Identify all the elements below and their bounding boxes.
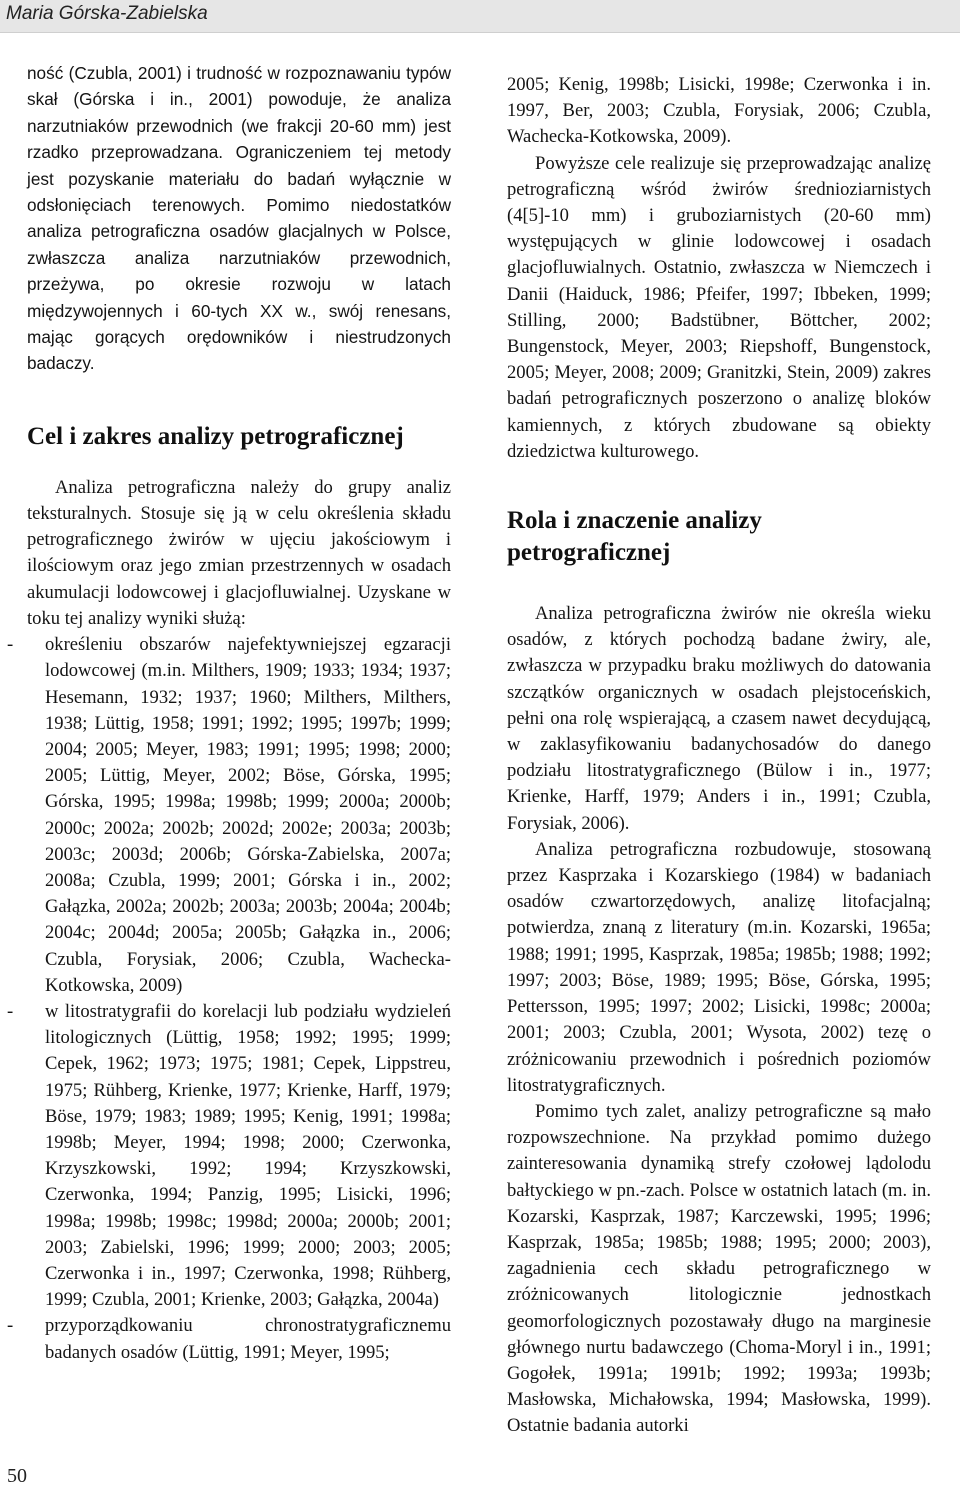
right-paragraph-1: 2005; Kenig, 1998b; Lisicki, 1998e; Czerwonka i in. 1997, Ber, 2003; Czubla, Forysiak, 2006; Czubla, Wachecka-Kotkowska, 2009). [507,74,931,148]
page-number: 50 [7,1465,27,1487]
section-heading-rola: Rola i znaczenie analizy petrograficznej [507,507,762,567]
uses-list [27,632,451,1366]
section-heading-cel: Cel i zakres analizy petrograficznej [27,422,404,450]
author-name: Maria Górska-Zabielska [6,3,208,24]
left-column [27,60,451,1366]
list-item: - w litostratygrafii do korelacji lub podziału wydzieleń litologicznych (Lüttig, 1958; 1992; 1995; 1999; Cepek, 1962; 1973; 1975; 1981; Cepek, Lippstreu, 1975; Rühberg, Krienke, 1977; Krienke, Harff, 1979; Böse, 1979; 1983; 1989; 1995; Kenig, 1991; 1998a; 1998b; Meyer, 1994; 1998; 2000; Czerwonka, Krzyszkowski, 1992; 1994; Krzyszkowski, Czerwonka, 1994; Panzig, 1995; Lisicki, 1996; 1998a; 1998b; 1998c; 1998d; 2000a; 2000b; 2001; 2003; Zabielski, 1996; 1999; 2000; 2003; 2005; Czerwonka i in., 1997; Czerwonka, 1998; Rühberg, 1999; Czubla, 2001; Krienke, 2003; Gałązka, 2004a) [27,999,451,1313]
right-paragraph-3: Analiza petrograficzna żwirów nie określa wieku osadów, z których pochodzą badane żwiry, ale, zwłaszcza w przypadku braku możliwych do datowania szczątków organicznych w osadach plejstoceńskich, pełni ona rolę wspierającą, a czasem nawet decydującą, w zaklasyfikowaniu badanychosadów do danego podziału litostratygraficznego (Bülow i in., 1977; Krienke, Harff, 1979; Anders i in., 1991; Czubla, Forysiak, 2006). [507,603,931,834]
right-paragraph-4: Analiza petrograficzna rozbudowuje, stosowaną przez Kasprzaka i Kozarskiego (1984) w badaniach osadów czwartorzędowych, analizę litofacjalną; potwierdza, znaną z literatury (m.in. Kozarski, 1965a; 1988; 1991; 1995, Kasprzak, 1985a; 1985b; 1988; 1992; 1997; 2003; Böse, 1989; 1995; Böse, Górska, 1995; Pettersson, 1995; 1997; 2002; Lisicki, 1998c; 2000a; 2001; 2003; Czubla, 2001; Wysota, 2002) tezę o zróżnicowaniu przewodnich i pośrednich poziomów litostratygraficznych. [507,838,931,1096]
list-item: - przyporządkowaniu chronostratygraficznemu badanych osadów (Lüttig, 1991; Meyer, 1995; [27,1313,451,1365]
running-head [0,0,960,33]
right-paragraph-2: Powyższe cele realizuje się przeprowadzając analizę petrograficzną wśród żwirów średnioziarnistych (4[5]-10 mm) i gruboziarnistych (20-60 mm) występujących w glinie lodowcowej i osadach glacjofluwialnych. Ostatnio, zwłaszcza w Niemczech i Danii (Haiduck, 1986; Pfeifer, 1997; Ibbeken, 1999; Stilling, 2000; Badstübner, Böttcher, 2002; Bungenstock, Meyer, 2003; Riepshoff, Bungenstock, 2005; Meyer, 2008; 2009; Granitzki, Stein, 2009) zakres badań petrograficznych poszerzono o analizę bloków kamiennych, z których zbudowane są obiekty dziedzictwa kulturowego. [507,152,931,462]
left-paragraph-1: ność (Czubla, 2001) i trudność w rozpoznawaniu typów skał (Górska i in., 2001) powoduje, że analiza narzutniaków przewodnich (we frakcji 20-60 mm) jest rzadko przeprowadzana. Ograniczeniem tej metody jest pozyskanie materiału do badań wyłącznie w odsłonięciach terenowych. Pomimo niedostatków analiza petrograficzna osadów glacjalnych w Polsce, zwłaszcza analiza narzutniaków przewodnich, przeżywa, po okresie rozwoju w latach międzywojennych i 60-tych XX w., swój renesans, mając gorących orędowników i niestrudzonych badaczy. [27,63,451,374]
list-item: - określeniu obszarów najefektywniejszej egzaracji lodowcowej (m.in. Milthers, 1909; 1933; 1934; 1937; Hesemann, 1932; 1937; 1960; Milthers, Milthers, 1938; Lüttig, 1958; 1991; 1992; 1995; 1997b; 1999; 2004; 2005; Meyer, 1983; 1991; 1995; 1998; 2000; 2005; Lüttig, Meyer, 2002; Böse, Górska, 1995; Górska, 1995; 1998a; 1998b; 1999; 2000a; 2000b; 2000c; 2002a; 2002b; 2002d; 2002e; 2003a; 2003b; 2003c; 2003d; 2006b; Górska-Zabielska, 2007a; 2008a; Czubla, 1999; 2001; Górska i in., 2002; Gałązka, 2002a; 2002b; 2003a; 2003b; 2004a; 2004b; 2004c; 2004d; 2005a; 2005b; Gałązka in., 2006; Czubla, Forysiak, 2006; Czubla, Wachecka-Kotkowska, 2009) [27,632,451,999]
right-paragraph-5: Pomimo tych zalet, analizy petrograficzne są mało rozpowszechnione. Na przykład pomimo dużego zainteresowania dynamiką strefy czołowej lądolodu bałtyckiego w pn.-zach. Polsce w ostatnich latach (m. in. Kozarski, Kasprzak, 1987; Karczewski, 1995; 1996; Kasprzak, 1985a; 1985b; 1988; 1995; 2000; 2003), zagadnienia cech składu petrograficznego w zróżnicowanych litologicznie jednostkach geomorfologicznych pozostawały długo na marginesie głównego nurtu badawczego (Choma-Moryl i in., 1991; Gogołek, 1991a; 1991b; 1992; 1993a; 1993b; Masłowska, Michałowska, 1994; Masłowska, 1999). Ostatnie badania autorki [507,1100,931,1437]
left-paragraph-2: Analiza petrograficzna należy do grupy analiz teksturalnych. Stosuje się ją w celu określenia składu petrograficznego żwirów w ujęciu jakościowym i ilościowym oraz jego zmian przestrzennych w osadach akumulacji lodowcowej i glacjofluwialnej. Uzyskane w toku tej analizy wyniki służą: [27,476,451,629]
right-column [507,72,931,1440]
